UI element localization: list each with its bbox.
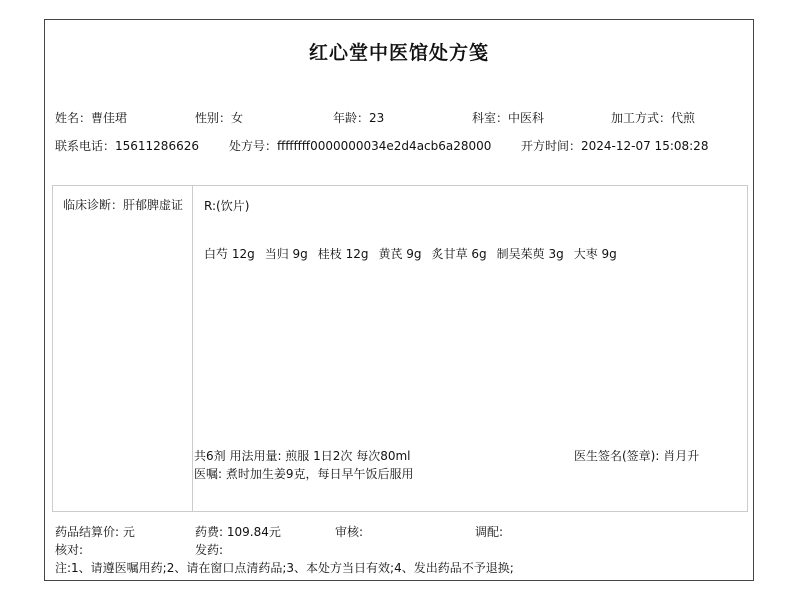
usage-block <box>194 447 414 483</box>
doctor-signature: 医生签名(签章): 肖月升 <box>574 449 700 463</box>
drug-fee: 药费: 109.84元 <box>195 525 281 539</box>
patient-name: 姓名：曹佳珺 <box>55 111 128 125</box>
issue-field: 发药: <box>195 543 224 557</box>
prescription-number: 处方号：ffffffff0000000034e2d4acb6a28000 <box>229 139 492 153</box>
footer-note: 注:1、请遵医嘱用药;2、请在窗口点清药品;3、本处方当日有效;4、发出药品不予退换; <box>55 561 514 575</box>
settlement-price: 药品结算价: 元 <box>55 525 135 539</box>
herb-list <box>204 245 617 262</box>
prescription-time: 开方时间：2024-12-07 15:08:28 <box>521 139 709 153</box>
herb-item: 制吴茱萸 3g <box>496 247 564 261</box>
herb-item: 白芍 12g <box>204 247 255 261</box>
usage-dosage: 共6剂 用法用量: 煎服 1日2次 每次80ml <box>194 449 411 463</box>
department: 科室：中医科 <box>472 111 545 125</box>
check-field: 核对: <box>55 543 84 557</box>
herb-item: 炙甘草 6g <box>431 247 487 261</box>
herb-item: 当归 9g <box>264 247 308 261</box>
document-title: 红心堂中医馆处方笺 <box>308 42 489 64</box>
herb-item: 大枣 9g <box>573 247 617 261</box>
clinical-diagnosis: 临床诊断：肝郁脾虚证 <box>63 198 184 212</box>
patient-age: 年龄：23 <box>333 111 385 125</box>
processing-method: 加工方式：代煎 <box>611 111 696 125</box>
dispense-field: 调配: <box>475 525 504 539</box>
rx-label: R:(饮片) <box>204 199 250 213</box>
herb-item: 黄芪 9g <box>378 247 422 261</box>
prescription-sheet <box>44 19 754 581</box>
column-divider <box>192 186 193 511</box>
herb-item: 桂枝 12g <box>317 247 369 261</box>
prescription-box <box>52 185 748 512</box>
review-field: 审核: <box>335 525 364 539</box>
medical-advice: 医嘱: 煮时加生姜9克，每日早午饭后服用 <box>194 467 414 481</box>
patient-gender: 性别：女 <box>195 111 244 125</box>
patient-phone: 联系电话：15611286626 <box>55 139 199 153</box>
